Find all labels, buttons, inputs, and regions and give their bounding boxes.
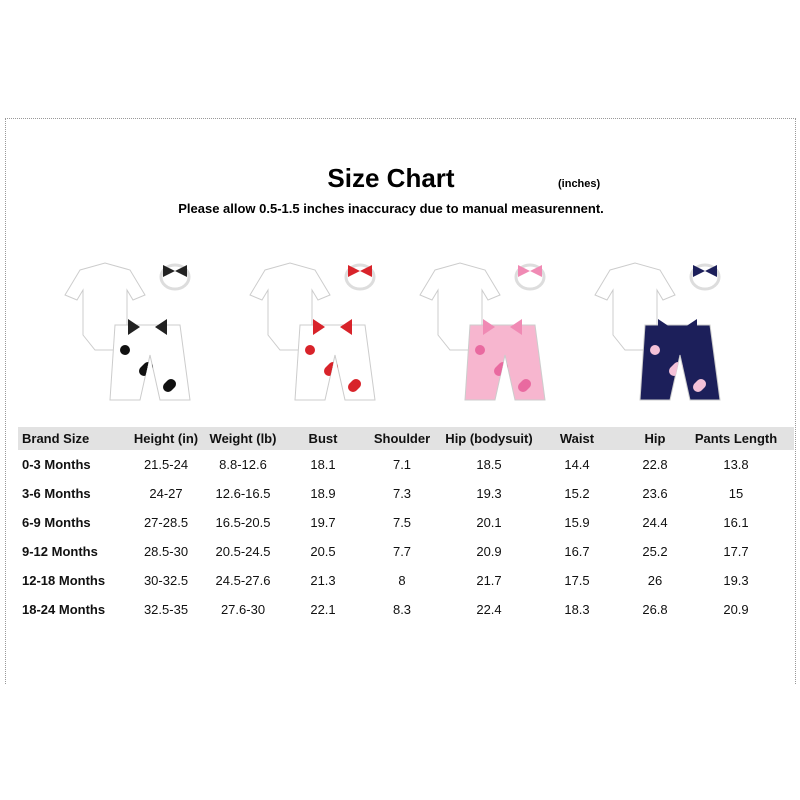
table-cell: 15.2 [564, 486, 590, 501]
table-cell: 14.4 [564, 457, 590, 472]
table-cell: 7.3 [392, 486, 412, 501]
column-header: Waist [559, 431, 595, 446]
row-size-label: 12-18 Months [22, 573, 106, 588]
table-cell: 20.9 [476, 544, 502, 559]
units-label: (inches) [558, 178, 601, 190]
table-cell: 8 [398, 573, 406, 588]
table-cell: 21.3 [310, 573, 336, 588]
table-cell: 7.7 [392, 544, 412, 559]
table-cell: 16.1 [723, 515, 749, 530]
table-cell: 28.5-30 [143, 544, 189, 559]
table-cell: 22.8 [642, 457, 668, 472]
table-cell: 16.7 [564, 544, 590, 559]
table-cell: 24.5-27.6 [215, 573, 271, 588]
row-size-label: 6-9 Months [22, 515, 91, 530]
row-size-label: 9-12 Months [22, 544, 98, 559]
table-cell: 15.9 [564, 515, 590, 530]
table-cell: 24.4 [642, 515, 668, 530]
table-cell: 27.6-30 [220, 602, 266, 617]
product-image-cow-print-set [55, 255, 205, 405]
table-cell: 8.3 [392, 602, 412, 617]
column-header: Hip [644, 431, 666, 446]
table-cell: 32.5-35 [143, 602, 189, 617]
table-cell: 21.7 [476, 573, 502, 588]
row-size-label: 3-6 Months [22, 486, 91, 501]
table-cell: 20.5 [310, 544, 336, 559]
table-cell: 22.4 [476, 602, 502, 617]
table-cell: 24-27 [149, 486, 183, 501]
table-cell: 26 [647, 573, 663, 588]
table-cell: 25.2 [642, 544, 668, 559]
table-cell: 19.7 [310, 515, 336, 530]
table-cell: 21.5-24 [143, 457, 189, 472]
product-image-ladybug-set [240, 255, 390, 405]
column-header: Pants Length [694, 431, 778, 446]
product-image-donut-set [410, 255, 560, 405]
column-header: Weight (lb) [209, 431, 277, 446]
table-cell: 19.3 [723, 573, 749, 588]
table-cell: 19.3 [476, 486, 502, 501]
table-cell: 15 [728, 486, 744, 501]
column-header: Height (in) [133, 431, 199, 446]
table-cell: 23.6 [642, 486, 668, 501]
table-cell: 17.7 [723, 544, 749, 559]
table-cell: 7.1 [392, 457, 412, 472]
table-cell: 18.9 [310, 486, 336, 501]
column-header: Hip (bodysuit) [445, 431, 533, 446]
product-image-unicorn-set [585, 255, 735, 405]
column-header: Shoulder [373, 431, 431, 446]
column-header: Brand Size [22, 431, 90, 446]
column-header: Bust [308, 431, 338, 446]
table-cell: 27-28.5 [143, 515, 189, 530]
page-title: Size Chart [327, 163, 455, 193]
table-cell: 18.3 [564, 602, 590, 617]
table-cell: 8.8-12.6 [219, 457, 267, 472]
table-cell: 12.6-16.5 [215, 486, 271, 501]
table-cell: 26.8 [642, 602, 668, 617]
table-cell: 30-32.5 [143, 573, 189, 588]
table-cell: 7.5 [392, 515, 412, 530]
table-cell: 13.8 [723, 457, 749, 472]
table-cell: 18.5 [476, 457, 502, 472]
table-cell: 20.5-24.5 [215, 544, 271, 559]
accuracy-note: Please allow 0.5-1.5 inches inaccuracy due to manual measurennent. [178, 201, 604, 216]
table-cell: 20.1 [476, 515, 502, 530]
row-size-label: 18-24 Months [22, 602, 106, 617]
table-cell: 17.5 [564, 573, 590, 588]
row-size-label: 0-3 Months [22, 457, 91, 472]
table-cell: 16.5-20.5 [215, 515, 271, 530]
table-cell: 22.1 [310, 602, 336, 617]
table-cell: 20.9 [723, 602, 749, 617]
table-cell: 18.1 [310, 457, 336, 472]
